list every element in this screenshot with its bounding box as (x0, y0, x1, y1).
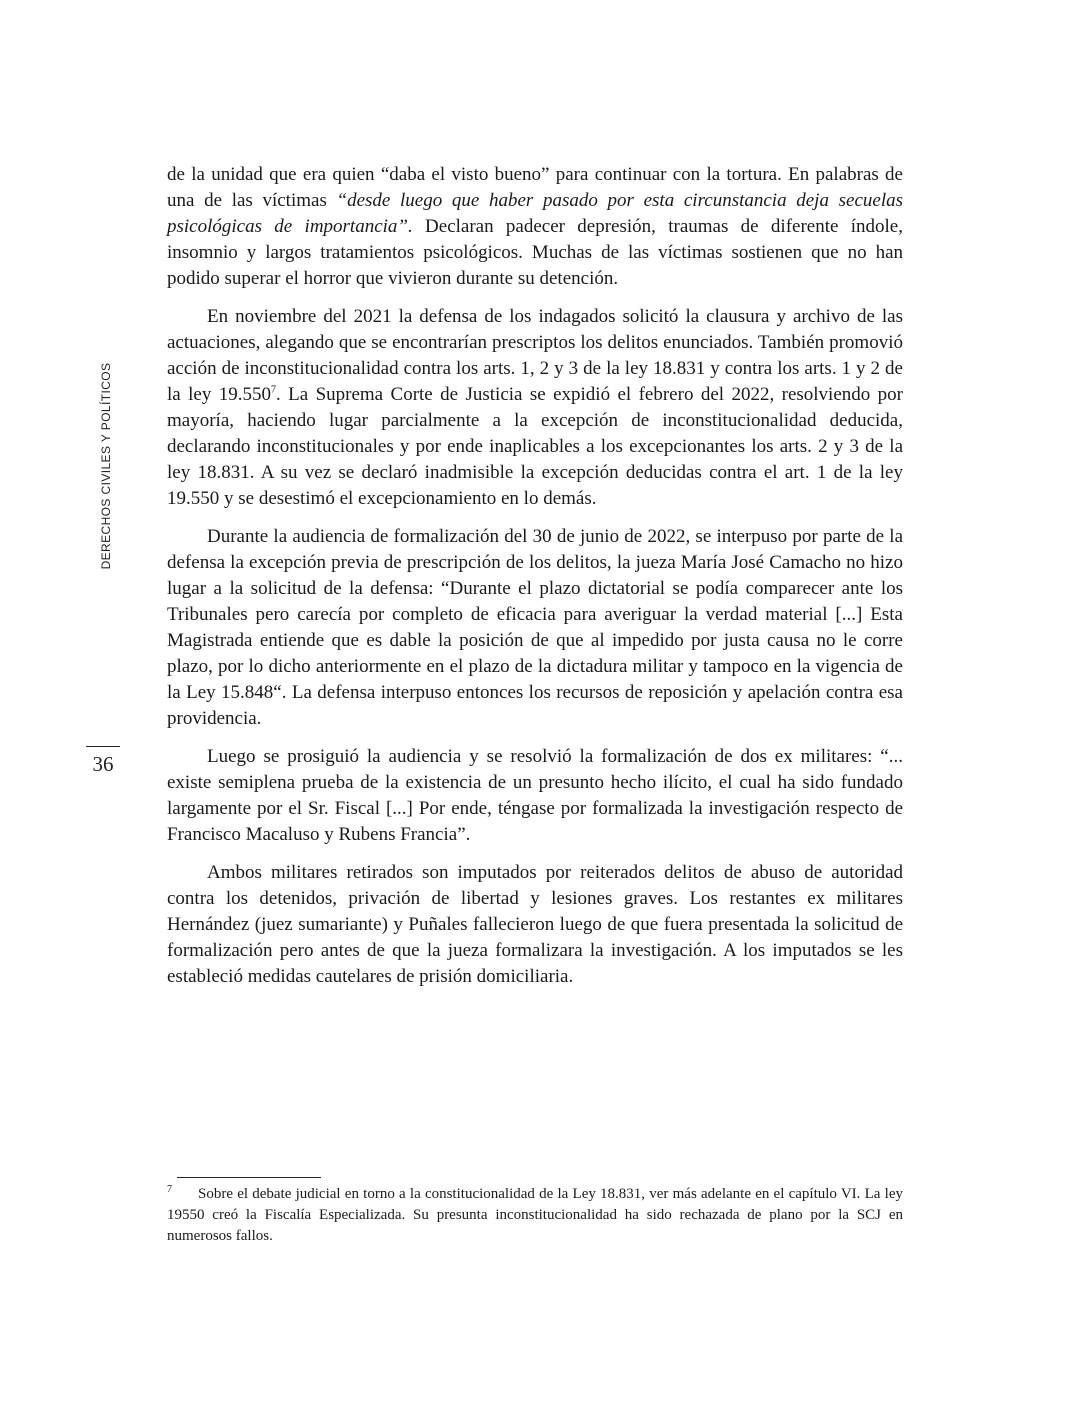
footnotes (167, 1184, 903, 1247)
paragraph: En noviembre del 2021 la defensa de los indagados solicitó la clausura y archivo de las actuaciones, alegando que se encontrarían prescriptos los delitos enunciados. También promovió acción de inconstitucionalidad contra los arts. 1, 2 y 3 de la ley 18.831 y contra los arts. 1 y 2 de la ley 19.550$^7$. La Suprema Corte de Justicia se expidió el febrero del 2022, resolviendo por mayoría, haciendo lugar parcialmente a la excepción de inconstitucionalidad deducida, declarando inconstitucionales y por ende inaplicables a los excepcionantes los arts. 2 y 3 de la ley 18.831. A su vez se declaró inadmisible la excepción deducidas contra el art. 1 de la ley 19.550 y se desestimó el excepcionamiento en lo demás. (167, 306, 903, 509)
paragraph: de la unidad que era quien “daba el visto bueno” para continuar con la tortura. En palabras de una de las víctimas “desde luego que haber pasado por esta circunstancia deja secuelas psicológicas de importancia”. Declaran padecer depresión, traumas de diferente índole, insomnio y largos tratamientos psicológicos. Muchas de las víctimas sostienen que no han podido superar el horror que vivieron durante su detención. (167, 164, 903, 289)
running-title: DERECHOS CIVILES Y POLÍTICOS (99, 362, 113, 570)
paragraph: Ambos militares retirados son imputados por reiterados delitos de abuso de autoridad contra los detenidos, privación de libertad y lesiones graves. Los restantes ex militares Hernández (juez sumariante) y Puñales fallecieron luego de que fuera presentada la solicitud de formalización pero antes de que la jueza formalizara la investigación. A los imputados se les estableció medidas cautelares de prisión domiciliaria. (167, 862, 903, 987)
footnote-separator (177, 1177, 321, 1178)
footnote: 7 Sobre el debate judicial en torno a la constitucionalidad de la Ley 18.831, ver más adelante en el capítulo VI. La ley 19550 creó la Fiscalía Especializada. Su presunta inconstitucionalidad ha sido rechazada de plano por la SCJ en numerosos fallos. (167, 1184, 903, 1244)
page-number: 36 (92, 752, 114, 776)
paragraph: Luego se prosiguió la audiencia y se resolvió la formalización de dos ex militares: “... existe semiplena prueba de la existencia de un presunto hecho ilícito, el cual ha sido fundado largamente por el Sr. Fiscal [...] Por ende, téngase por formalizada la investigación respecto de Francisco Macaluso y Rubens Francia”. (167, 746, 903, 845)
italic-quote: “desde luego que haber pasado por esta circunstancia deja secuelas psicológicas de importancia”. (167, 190, 903, 237)
page-number-rule (86, 746, 120, 747)
main-text (167, 162, 903, 1002)
paragraph: Durante la audiencia de formalización del 30 de junio de 2022, se interpuso por parte de la defensa la excepción previa de prescripción de los delitos, la jueza María José Camacho no hizo lugar a la solicitud de la defensa: “Durante el plazo dictatorial se podía comparecer ante los Tribunales pero carecía por completo de eficacia para averiguar la verdad material [...] Esta Magistrada entiende que es dable la posición de que al impedido por justa causa no le corre plazo, por lo dicho anteriormente en el plazo de la dictadura militar y tampoco en la vigencia de la Ley 15.848“. La defensa interpuso entonces los recursos de reposición y apelación contra esa providencia. (167, 526, 903, 729)
footnote-reference[interactable]: 7 (270, 384, 276, 396)
footnote-text: Sobre el debate judicial en torno a la constitucionalidad de la Ley 18.831, ver más adelante en el capítulo VI. La ley 19550 creó la Fiscalía Especializada. Su presunta inconstitucionalidad ha sido rechazada de plano por la SCJ en numerosos fallos. (167, 1186, 903, 1244)
